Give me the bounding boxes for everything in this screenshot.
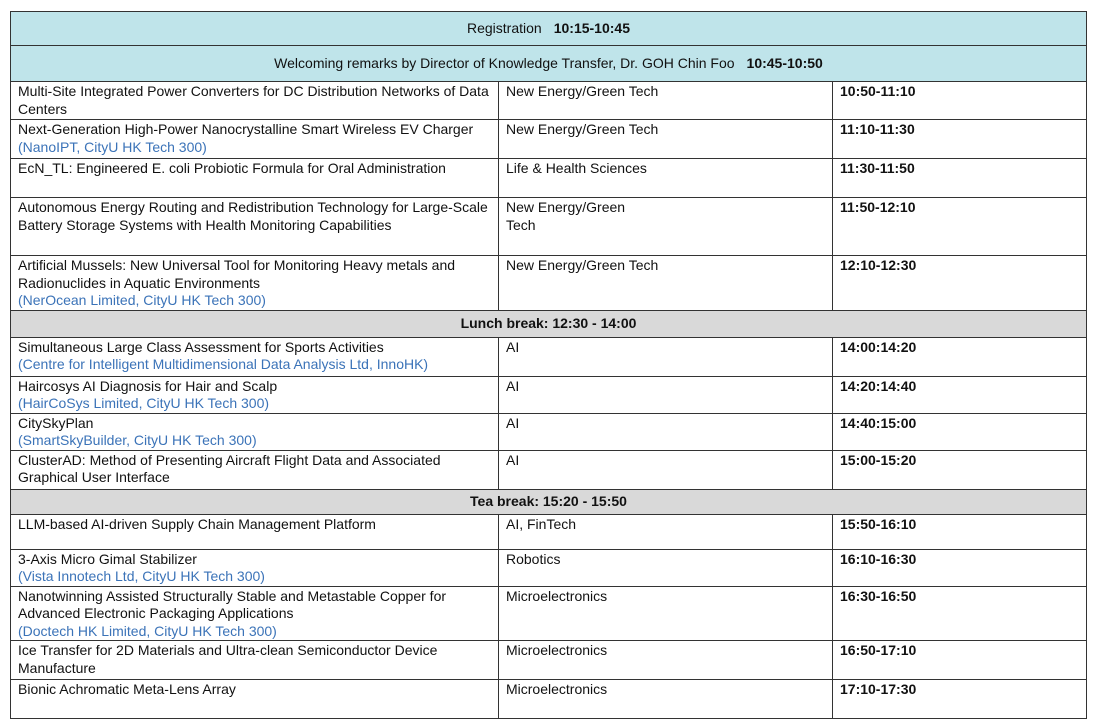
registration-banner <box>11 12 1087 46</box>
schedule-body <box>11 12 1087 719</box>
session-row <box>11 450 1087 489</box>
session-time: 10:50-11:10 <box>833 82 1087 120</box>
session-row <box>11 680 1087 719</box>
session-row <box>11 641 1087 680</box>
session-row <box>11 549 1087 586</box>
session-category: AI <box>499 337 833 376</box>
session-title: Nanotwinning Assisted Structurally Stable and Metastable Copper for Advanced Electronic Packaging Applications <box>18 587 447 621</box>
session-row <box>11 82 1087 120</box>
registration-row <box>11 12 1087 46</box>
session-cell <box>11 376 499 413</box>
session-row <box>11 198 1087 256</box>
session-organization: (HairCoSys Limited, CityU HK Tech 300) <box>18 395 270 411</box>
session-cell <box>11 514 499 549</box>
session-organization: (NanoIPT, CityU HK Tech 300) <box>18 138 207 155</box>
session-category: New Energy/Green Tech <box>499 256 833 311</box>
break-row <box>11 310 1087 337</box>
session-time: 15:50-16:10 <box>833 514 1087 549</box>
session-row <box>11 256 1087 311</box>
welcoming-label: Welcoming remarks by Director of Knowledge Transfer, Dr. GOH Chin Foo <box>274 54 735 71</box>
session-title: ClusterAD: Method of Presenting Aircraft Flight Data and Associated Graphical User Interface <box>18 451 441 485</box>
session-cell <box>11 413 499 450</box>
session-row <box>11 376 1087 413</box>
session-row <box>11 514 1087 549</box>
session-time: 11:50-12:10 <box>833 198 1087 256</box>
session-cell <box>11 586 499 641</box>
welcoming-banner <box>11 46 1087 82</box>
session-title: LLM-based AI-driven Supply Chain Management Platform <box>18 515 376 532</box>
session-title: Artificial Mussels: New Universal Tool for Monitoring Heavy metals and Radionuclides in Aquatic Environments <box>18 257 456 291</box>
session-row <box>11 413 1087 450</box>
session-category: Microelectronics <box>499 586 833 641</box>
session-time: 14:00:14:20 <box>833 337 1087 376</box>
session-category: Robotics <box>499 549 833 586</box>
session-time: 15:00-15:20 <box>833 450 1087 489</box>
break-label: Lunch break: 12:30 - 14:00 <box>11 310 1087 337</box>
session-title: Next-Generation High-Power Nanocrystalline Smart Wireless EV Charger <box>18 121 474 137</box>
schedule-table <box>10 11 1087 719</box>
session-cell <box>11 337 499 376</box>
session-title: CitySkyPlan <box>18 414 94 431</box>
session-title: Simultaneous Large Class Assessment for Sports Activities <box>18 338 384 355</box>
session-title: Ice Transfer for 2D Materials and Ultra-clean Semiconductor Device Manufacture <box>18 642 438 676</box>
session-cell <box>11 159 499 198</box>
session-organization: (Vista Innotech Ltd, CityU HK Tech 300) <box>18 568 265 584</box>
session-row <box>11 337 1087 376</box>
session-title: Haircosys AI Diagnosis for Hair and Scalp <box>18 377 278 394</box>
session-row <box>11 120 1087 159</box>
session-category: AI <box>499 376 833 413</box>
registration-label: Registration <box>467 19 542 36</box>
break-label: Tea break: 15:20 - 15:50 <box>11 489 1087 514</box>
session-title: 3-Axis Micro Gimal Stabilizer <box>18 550 197 567</box>
session-cell <box>11 198 499 256</box>
session-row <box>11 159 1087 198</box>
session-title: Bionic Achromatic Meta-Lens Array <box>18 681 236 697</box>
session-category: New Energy/Green Tech <box>499 198 833 256</box>
session-organization: (Centre for Intelligent Multidimensional Data Analysis Ltd, InnoHK) <box>18 356 429 372</box>
session-time: 16:30-16:50 <box>833 586 1087 641</box>
session-time: 11:30-11:50 <box>833 159 1087 198</box>
session-time: 16:50-17:10 <box>833 641 1087 680</box>
registration-time: 10:15-10:45 <box>553 19 630 36</box>
session-time: 17:10-17:30 <box>833 680 1087 719</box>
session-cell <box>11 82 499 120</box>
session-cell <box>11 680 499 719</box>
session-cell <box>11 549 499 586</box>
session-time: 14:20:14:40 <box>833 376 1087 413</box>
welcoming-time: 10:45-10:50 <box>746 54 823 71</box>
session-time: 12:10-12:30 <box>833 256 1087 311</box>
session-cell <box>11 256 499 311</box>
session-title: EcN_TL: Engineered E. coli Probiotic Formula for Oral Administration <box>18 160 446 176</box>
break-row <box>11 489 1087 514</box>
session-category: AI <box>499 413 833 450</box>
session-category: New Energy/Green Tech <box>499 82 833 120</box>
session-category: Life & Health Sciences <box>499 159 833 198</box>
welcoming-row <box>11 46 1087 82</box>
session-title: Multi-Site Integrated Power Converters for DC Distribution Networks of Data Centers <box>18 83 489 117</box>
session-category: Microelectronics <box>499 641 833 680</box>
session-organization: (NerOcean Limited, CityU HK Tech 300) <box>18 292 266 308</box>
session-time: 11:10-11:30 <box>833 120 1087 159</box>
session-category: New Energy/Green Tech <box>499 120 833 159</box>
session-row <box>11 586 1087 641</box>
session-time: 14:40:15:00 <box>833 413 1087 450</box>
session-category: AI <box>499 450 833 489</box>
session-organization: (Doctech HK Limited, CityU HK Tech 300) <box>18 622 277 639</box>
session-cell <box>11 450 499 489</box>
session-category: AI, FinTech <box>499 514 833 549</box>
session-time: 16:10-16:30 <box>833 549 1087 586</box>
session-cell <box>11 120 499 159</box>
session-cell <box>11 641 499 680</box>
session-category: Microelectronics <box>499 680 833 719</box>
session-organization: (SmartSkyBuilder, CityU HK Tech 300) <box>18 432 257 448</box>
session-title: Autonomous Energy Routing and Redistribution Technology for Large-Scale Battery Storage Systems with Health Monitoring Capabilities <box>18 199 488 233</box>
